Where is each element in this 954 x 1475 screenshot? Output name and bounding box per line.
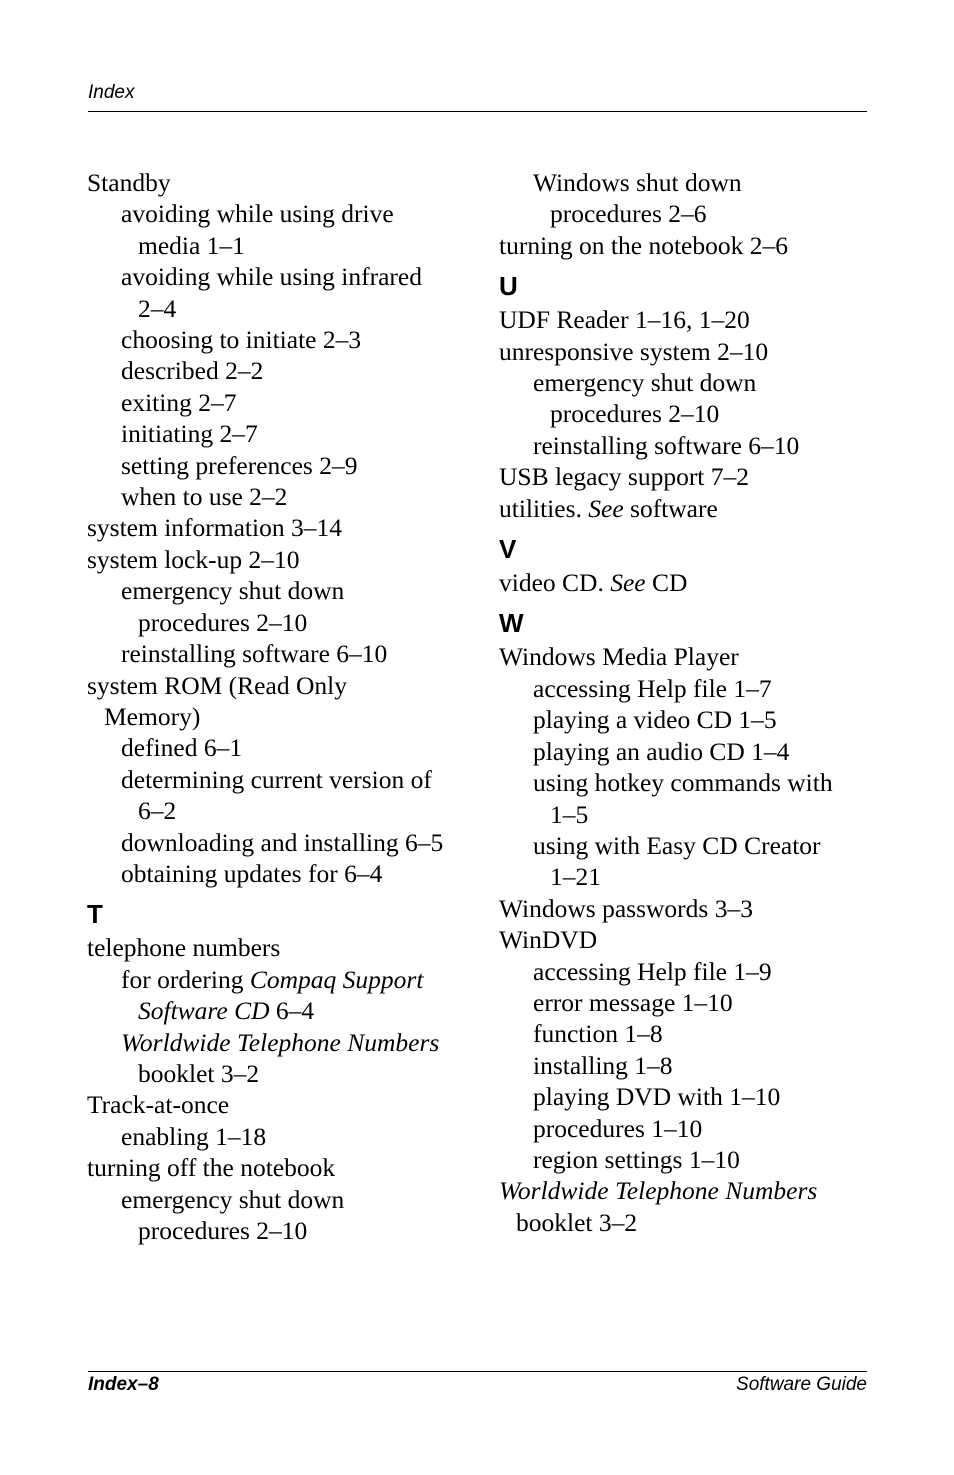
index-subentry: [87, 638, 467, 669]
index-subentry: [87, 732, 467, 763]
index-entry-text: booklet 3–2: [138, 1058, 260, 1088]
index-entry-text: playing an audio CD 1–4: [533, 736, 790, 766]
index-subentry: [499, 1207, 859, 1238]
index-subentry: [499, 861, 859, 892]
index-entry-text: telephone numbers: [87, 933, 281, 963]
index-subentry: [87, 1215, 467, 1246]
index-entry-text: Windows shut down: [533, 168, 742, 197]
index-entry-text: 2–4: [138, 293, 177, 323]
index-entry: [87, 512, 467, 543]
index-entry: [87, 670, 467, 701]
index-entry-text: turning off the notebook: [87, 1153, 336, 1183]
index-entry-text: emergency shut down: [121, 576, 345, 606]
index-entry-text: using hotkey commands with: [533, 768, 833, 798]
index-entry: [87, 167, 467, 198]
index-entry: [499, 336, 859, 367]
index-subentry: [87, 324, 467, 355]
index-entry: [499, 893, 859, 924]
page-number: Index–8: [88, 1374, 159, 1395]
index-entry: [87, 1152, 467, 1183]
index-entry-text: error message 1–10: [533, 987, 733, 1017]
index-subentry: [87, 450, 467, 481]
index-entry-text: initiating 2–7: [121, 419, 258, 449]
index-subentry: [499, 367, 859, 398]
index-subentry: [87, 764, 467, 795]
index-entry-text: video CD.: [499, 568, 611, 598]
index-entry: [499, 304, 859, 335]
index-subentry: [499, 167, 859, 198]
index-entry-text: reinstalling software 6–10: [533, 430, 800, 460]
index-entry: [87, 544, 467, 575]
running-head: Index: [88, 82, 135, 103]
index-entry-text: determining current version of: [121, 764, 432, 794]
index-subentry: [87, 1058, 467, 1089]
index-letter-heading: T: [87, 899, 103, 930]
index-entry: [499, 641, 859, 672]
index-entry-text: choosing to initiate 2–3: [121, 325, 362, 355]
index-subentry: [499, 1050, 859, 1081]
index-entry-text: 1–5: [550, 799, 589, 829]
book-title: Software Guide: [736, 1374, 867, 1395]
index-subentry: [87, 230, 467, 261]
index-subentry: [499, 1081, 859, 1112]
index-entry-text: avoiding while using infrared: [121, 262, 422, 292]
index-entry-text: 6–4: [269, 996, 315, 1026]
index-subentry: [87, 995, 467, 1026]
index-entry-text: booklet 3–2: [516, 1207, 638, 1237]
index-entry-text: procedures 2–10: [138, 607, 308, 637]
index-subentry: [87, 198, 467, 229]
index-subentry: [87, 607, 467, 638]
index-entry-text: playing DVD with 1–10: [533, 1082, 781, 1112]
index-entry-text: installing 1–8: [533, 1050, 673, 1080]
index-subentry: [499, 430, 859, 461]
index-entry-text: defined 6–1: [121, 733, 243, 763]
index-subentry: [499, 987, 859, 1018]
index-entry-text: Track-at-once: [87, 1090, 230, 1120]
index-entry-text: Windows passwords 3–3: [499, 893, 753, 923]
index-subentry: [499, 956, 859, 987]
index-entry-text: system lock-up 2–10: [87, 544, 300, 574]
index-entry: [499, 493, 859, 524]
index-entry: [87, 1089, 467, 1120]
index-subentry: [499, 1113, 859, 1144]
index-entry-text: See: [588, 493, 624, 523]
index-entry-text: system information 3–14: [87, 513, 342, 543]
index-subentry: [87, 481, 467, 512]
index-subentry: [499, 1144, 859, 1175]
index-subentry: [87, 964, 467, 995]
index-subentry: [87, 827, 467, 858]
index-entry-text: turning on the notebook 2–6: [499, 230, 788, 260]
index-entry: [499, 230, 859, 261]
index-subentry: [87, 355, 467, 386]
index-entry-text: system ROM (Read Only: [87, 670, 347, 700]
index-subentry: [499, 673, 859, 704]
index-entry-text: unresponsive system 2–10: [499, 336, 769, 366]
index-entry-text: CD: [645, 568, 688, 598]
index-entry-text: USB legacy support 7–2: [499, 462, 750, 492]
index-subentry: [87, 293, 467, 324]
index-subentry: [87, 261, 467, 292]
index-entry-text: function 1–8: [533, 1019, 663, 1049]
index-subentry: [87, 858, 467, 889]
index-subentry: [87, 701, 467, 732]
index-column-right: [499, 167, 859, 1238]
index-entry-text: Compaq Support: [249, 964, 424, 994]
index-entry-text: described 2–2: [121, 356, 264, 386]
index-entry-text: Worldwide Telephone Numbers: [499, 1176, 818, 1206]
index-entry: [499, 1175, 859, 1206]
index-subentry: [87, 418, 467, 449]
index-entry-text: exiting 2–7: [121, 387, 237, 417]
index-subentry: [87, 795, 467, 826]
index-entry-text: procedures 2–10: [138, 1216, 308, 1245]
index-entry-text: Worldwide Telephone Numbers: [121, 1027, 440, 1057]
index-entry-text: playing a video CD 1–5: [533, 705, 777, 735]
header-rule: [88, 111, 867, 112]
index-entry-text: setting preferences 2–9: [121, 450, 358, 480]
index-entry: [499, 924, 859, 955]
index-entry-text: accessing Help file 1–9: [533, 956, 772, 986]
index-subentry: [87, 1121, 467, 1152]
index-entry-text: UDF Reader 1–16, 1–20: [499, 305, 750, 335]
index-subentry: [499, 398, 859, 429]
index-entry-text: WinDVD: [499, 925, 598, 955]
index-subentry: [499, 198, 859, 229]
index-entry-text: region settings 1–10: [533, 1144, 740, 1174]
index-entry-text: Software CD: [138, 996, 270, 1026]
index-letter-heading: U: [499, 271, 518, 302]
index-subentry: [87, 387, 467, 418]
index-entry-text: avoiding while using drive: [121, 199, 394, 229]
index-entry-text: using with Easy CD Creator: [533, 830, 821, 860]
index-entry-text: See: [610, 568, 646, 598]
index-entry-text: downloading and installing 6–5: [121, 827, 444, 857]
index-entry-text: procedures 2–6: [550, 199, 707, 229]
index-entry-text: Windows Media Player: [499, 642, 739, 672]
index-entry: [87, 932, 467, 963]
index-subentry: [87, 1027, 467, 1058]
index-subentry: [87, 1184, 467, 1215]
index-entry-text: procedures 1–10: [533, 1113, 703, 1143]
index-entry-text: procedures 2–10: [550, 399, 720, 429]
index-subentry: [499, 704, 859, 735]
index-entry-text: for ordering: [121, 964, 250, 994]
index-subentry: [499, 799, 859, 830]
index-entry-text: when to use 2–2: [121, 482, 288, 512]
index-letter-heading: V: [499, 534, 517, 565]
index-subentry: [499, 1018, 859, 1049]
index-entry: [499, 461, 859, 492]
index-entry-text: obtaining updates for 6–4: [121, 858, 383, 888]
index-entry-text: accessing Help file 1–7: [533, 673, 772, 703]
index-entry-text: software: [623, 493, 718, 523]
index-entry-text: reinstalling software 6–10: [121, 639, 388, 669]
index-subentry: [499, 736, 859, 767]
index-entry-text: emergency shut down: [533, 368, 757, 398]
index-entry-text: utilities.: [499, 493, 589, 523]
index-entry-text: emergency shut down: [121, 1184, 345, 1214]
footer-rule: [88, 1371, 867, 1372]
index-subentry: [499, 830, 859, 861]
index-entry-text: media 1–1: [138, 230, 245, 260]
index-column-left: [87, 167, 467, 1246]
index-entry-text: Standby: [87, 168, 171, 197]
index-entry-text: enabling 1–18: [121, 1121, 267, 1151]
index-subentry: [499, 767, 859, 798]
index-letter-heading: W: [499, 608, 524, 639]
index-entry-text: Memory): [104, 701, 201, 731]
index-subentry: [87, 575, 467, 606]
index-entry: [499, 567, 859, 598]
index-entry-text: 6–2: [138, 796, 177, 826]
index-entry-text: 1–21: [550, 862, 601, 892]
